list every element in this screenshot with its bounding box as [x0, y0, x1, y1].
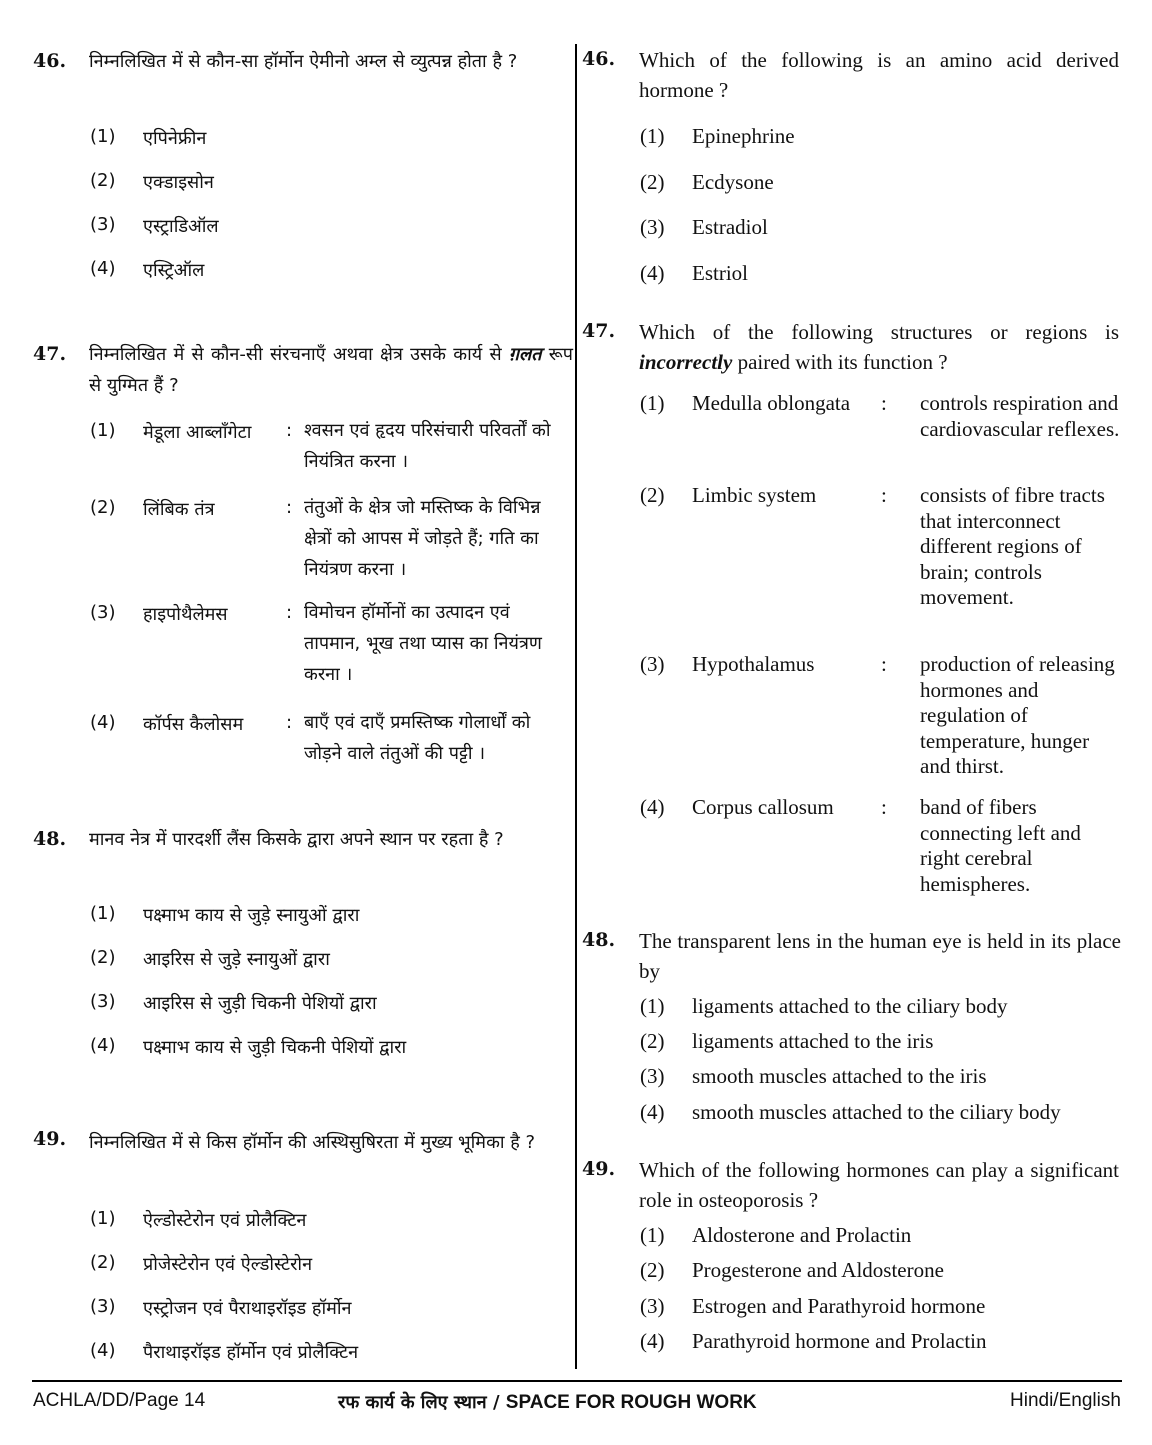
option-number: (4)	[640, 261, 665, 285]
question-text-post: paired with its function ?	[732, 350, 948, 374]
question-text-post: रूप से युग्मित हैं ?	[89, 344, 573, 396]
option-text: Estrogen and Parathyroid hormone	[692, 1294, 986, 1318]
question-text: Which of the following is an amino acid derived hormone ?	[639, 48, 1119, 102]
option-number: (4)	[90, 712, 116, 733]
option-number: (4)	[90, 1340, 116, 1361]
option-text: ligaments attached to the ciliary body	[692, 994, 1008, 1018]
question-text	[89, 339, 573, 401]
option-description: बाएँ एवं दाएँ प्रमस्तिष्क गोलार्धों को जोड़ने वाले तंतुओं की पट्टी ।	[304, 712, 531, 764]
question-text-pre: Which of the following structures or regions is	[639, 320, 1119, 344]
option-text: Aldosterone and Prolactin	[692, 1223, 912, 1247]
option-number: (2)	[90, 170, 116, 191]
option-description: band of fibers connecting left and right cerebral hemispheres.	[920, 795, 1081, 896]
question-text: The transparent lens in the human eye is held in its place by	[639, 929, 1121, 983]
colon: :	[881, 795, 887, 819]
option-number: (2)	[640, 170, 665, 194]
option-text: smooth muscles attached to the ciliary body	[692, 1100, 1061, 1124]
question-text: Which of the following hormones can play a significant role in osteoporosis ?	[639, 1158, 1119, 1212]
option-description: श्वसन एवं हृदय परिसंचारी परिवर्तों को नियंत्रित करना ।	[304, 420, 551, 472]
option-term: Hypothalamus	[692, 652, 815, 676]
option-term: Corpus callosum	[692, 795, 834, 819]
option-text: smooth muscles attached to the iris	[692, 1064, 987, 1088]
option-term: Medulla oblongata	[692, 391, 851, 415]
option-term: Limbic system	[692, 483, 817, 507]
option-text: एपिनेफ्रीन	[143, 128, 207, 149]
option-number: (2)	[640, 1258, 665, 1282]
footer-rough-work-en: SPACE FOR ROUGH WORK	[505, 1392, 757, 1413]
footer-rough-work	[338, 1390, 757, 1414]
question-number: 49.	[582, 1158, 616, 1180]
colon: :	[286, 602, 293, 623]
question-emphasis: incorrectly	[639, 350, 733, 374]
option-number: (1)	[90, 1208, 116, 1229]
option-text: ऐल्डोस्टेरोन एवं प्रोलैक्टिन	[143, 1210, 307, 1231]
option-number: (2)	[90, 497, 116, 518]
option-number: (3)	[640, 1064, 665, 1088]
option-text: Estriol	[692, 261, 748, 285]
question-text	[639, 317, 1119, 377]
option-number: (1)	[90, 126, 116, 147]
option-number: (1)	[90, 420, 116, 441]
option-description: controls respiration and cardiovascular reflexes.	[920, 391, 1120, 441]
footer-rough-work-hi: रफ कार्य के लिए स्थान /	[338, 1392, 506, 1413]
option-number: (2)	[640, 1029, 665, 1053]
colon: :	[286, 712, 293, 733]
colon: :	[286, 497, 293, 518]
option-number: (4)	[640, 1100, 665, 1124]
option-text: Estradiol	[692, 215, 768, 239]
footer-rule	[32, 1380, 1122, 1382]
option-term: कॉर्पस कैलोसम	[143, 714, 244, 735]
question-number: 46.	[33, 50, 67, 72]
option-number: (3)	[90, 1296, 116, 1317]
option-number: (3)	[640, 1294, 665, 1318]
colon: :	[286, 420, 293, 441]
option-text: Progesterone and Aldosterone	[692, 1258, 944, 1282]
option-text: एस्ट्राडिऑल	[143, 216, 219, 237]
option-description: विमोचन हॉर्मोनों का उत्पादन एवं तापमान, भूख तथा प्यास का नियंत्रण करना ।	[304, 602, 542, 685]
option-number: (3)	[90, 602, 116, 623]
option-number: (3)	[640, 215, 665, 239]
option-text: Parathyroid hormone and Prolactin	[692, 1329, 987, 1353]
footer-page-id: ACHLA/DD/Page 14	[33, 1390, 206, 1411]
option-number: (4)	[90, 1035, 116, 1056]
footer-language: Hindi/English	[1010, 1390, 1121, 1411]
option-term: लिंबिक तंत्र	[143, 499, 215, 520]
option-number: (1)	[640, 1223, 665, 1247]
option-number: (1)	[90, 903, 116, 924]
option-text: आइरिस से जुड़ी चिकनी पेशियों द्वारा	[143, 993, 377, 1014]
colon: :	[881, 483, 887, 507]
option-number: (3)	[90, 214, 116, 235]
option-text: पक्ष्माभ काय से जुड़ी चिकनी पेशियों द्वारा	[143, 1037, 407, 1058]
question-number: 49.	[33, 1128, 67, 1150]
question-text: निम्नलिखित में से किस हॉर्मोन की अस्थिसुषिरता में मुख्य भूमिका है ?	[89, 1132, 536, 1153]
option-number: (2)	[90, 1252, 116, 1273]
option-number: (4)	[90, 258, 116, 279]
option-number: (3)	[90, 991, 116, 1012]
option-description: production of releasing hormones and regulation of temperature, hunger and thirst.	[920, 652, 1115, 778]
option-term: हाइपोथैलेमस	[143, 604, 228, 625]
option-text: आइरिस से जुड़े स्नायुओं द्वारा	[143, 949, 330, 970]
option-description: तंतुओं के क्षेत्र जो मस्तिष्क के विभिन्न क्षेत्रों को आपस में जोड़ते हैं; गति का नियंत्रण करना ।	[304, 497, 541, 580]
question-emphasis: ग़लत	[508, 344, 542, 365]
option-number: (1)	[640, 391, 665, 415]
question-number: 48.	[33, 828, 67, 850]
option-number: (2)	[640, 483, 665, 507]
option-number: (1)	[640, 124, 665, 148]
question-number: 46.	[582, 48, 616, 70]
option-text: पक्ष्माभ काय से जुड़े स्नायुओं द्वारा	[143, 905, 360, 926]
option-term: मेडूला आब्लाँगेटा	[143, 422, 252, 443]
question-text: निम्नलिखित में से कौन-सा हॉर्मोन ऐमीनो अम्ल से व्युत्पन्न होता है ?	[89, 51, 518, 72]
option-text: एक्डाइसोन	[143, 172, 214, 193]
question-text: मानव नेत्र में पारदर्शी लैंस किसके द्वारा अपने स्थान पर रहता है ?	[89, 829, 504, 850]
option-text: ligaments attached to the iris	[692, 1029, 934, 1053]
option-text: प्रोजेस्टेरोन एवं ऐल्डोस्टेरोन	[143, 1254, 313, 1275]
option-text: पैराथाइरॉइड हॉर्मोन एवं प्रोलैक्टिन	[143, 1342, 359, 1363]
question-number: 48.	[582, 929, 616, 951]
option-number: (1)	[640, 994, 665, 1018]
colon: :	[881, 391, 887, 415]
option-text: एस्ट्रिऑल	[143, 260, 205, 281]
question-number: 47.	[582, 320, 616, 342]
option-text: Ecdysone	[692, 170, 774, 194]
option-number: (2)	[90, 947, 116, 968]
question-number: 47.	[33, 343, 67, 365]
option-number: (3)	[640, 652, 665, 676]
column-divider	[575, 44, 577, 1369]
option-text: एस्ट्रोजन एवं पैराथाइरॉइड हॉर्मोन	[143, 1298, 352, 1319]
option-description: consists of fibre tracts that interconnect different regions of brain; controls movement.	[920, 483, 1105, 609]
question-text-pre: निम्नलिखित में से कौन-सी संरचनाएँ अथवा क्षेत्र उसके कार्य से	[89, 344, 502, 365]
option-number: (4)	[640, 1329, 665, 1353]
colon: :	[881, 652, 887, 676]
option-number: (4)	[640, 795, 665, 819]
option-text: Epinephrine	[692, 124, 795, 148]
